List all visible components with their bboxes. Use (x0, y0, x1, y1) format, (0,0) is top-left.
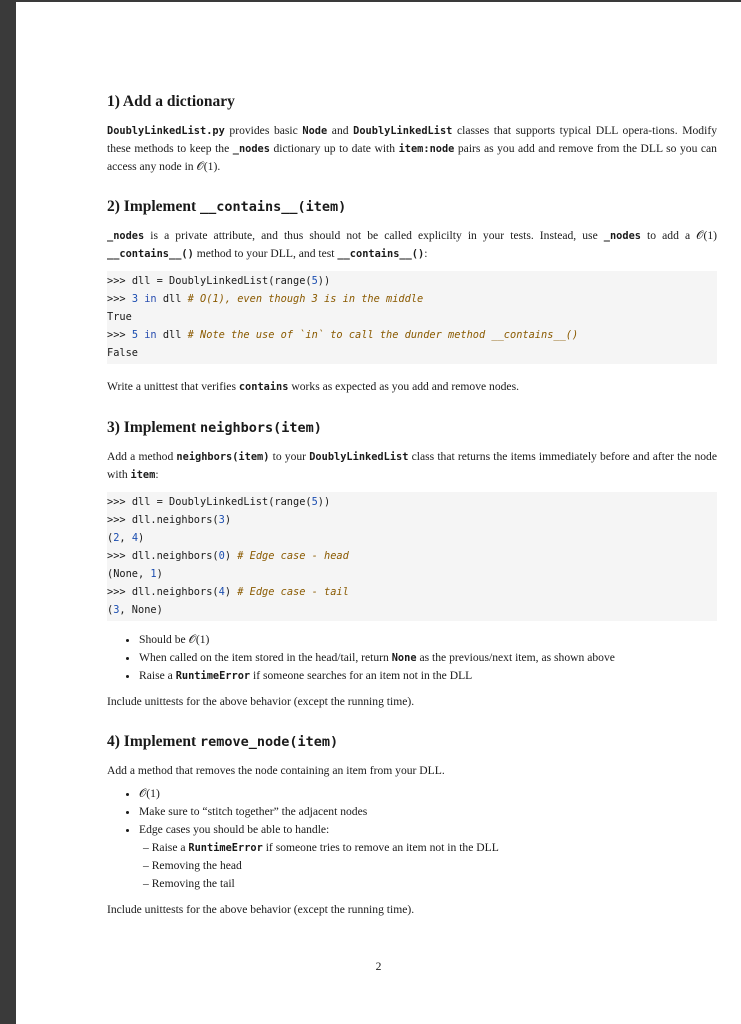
section-paragraph (107, 227, 717, 263)
section-title (107, 732, 717, 752)
text: provides basic (224, 124, 303, 137)
sub-list (139, 839, 717, 893)
inline-code: DoublyLinkedList (353, 125, 453, 137)
sub-list-item: – Removing the tail (155, 875, 717, 893)
page-number: 2 (375, 960, 382, 973)
text: is a private attribute, and thus should not be called explicilty in your tests. Instead, use (144, 229, 604, 242)
text: Add a method (107, 450, 177, 463)
inline-code: _nodes (603, 230, 641, 242)
document-content (107, 92, 717, 940)
code-line: >>> dll = DoublyLinkedList(range(5)) (107, 496, 331, 508)
code-output: (2, 4) (107, 532, 145, 544)
inline-code: __contains__() (107, 248, 194, 260)
inline-code: contains (238, 381, 289, 393)
section-paragraph (107, 448, 717, 484)
inline-code: item:node (398, 143, 455, 155)
sub-list-item: – Removing the head (155, 857, 717, 875)
code-line: >>> dll.neighbors(3) (107, 514, 232, 526)
inline-code: Node (302, 125, 328, 137)
section-paragraph: Include unittests for the above behavior (except the running time). (107, 903, 415, 916)
section-implement-contains (107, 197, 717, 396)
title-text: 4) Implement (107, 733, 200, 750)
text: and (327, 124, 354, 137)
section-title: 1) Add a dictionary (107, 93, 235, 110)
list-item: • Edge cases you should be able to handle: – Raise a RuntimeError if someone tries to remove an item not in the DLL – Removing the head – Removing the tail (139, 821, 717, 893)
title-code: remove_node(item) (200, 734, 339, 750)
text: to add a 𝒪(1) (640, 229, 717, 242)
code-line: >>> dll.neighbors(4) # Edge case - tail (107, 586, 349, 598)
code-line: >>> dll = DoublyLinkedList(range(5)) (107, 275, 331, 287)
section-title (107, 197, 717, 217)
inline-code: item (130, 469, 156, 481)
inline-code: DoublyLinkedList (309, 451, 409, 463)
title-code: __contains__(item) (200, 199, 347, 215)
section-title (107, 418, 717, 438)
list-item: • When called on the item stored in the head/tail, return None as the previous/next item, as shown above (139, 649, 717, 667)
sub-list-item: – Raise a RuntimeError if someone tries to remove an item not in the DLL (155, 839, 717, 857)
text: classes that supports typical DLL opera-tions. Modify these methods to keep the (107, 124, 717, 155)
inline-code: _nodes (107, 230, 145, 242)
code-output: True (107, 311, 132, 323)
text: method to your DLL, and test (193, 247, 338, 260)
title-text: 3) Implement (107, 419, 200, 436)
inline-code: DoublyLinkedList.py (107, 125, 225, 137)
list-item: • Make sure to “stitch together” the adjacent nodes (139, 803, 717, 821)
code-line: >>> 5 in dll # Note the use of `in` to call the dunder method __contains__() (107, 329, 579, 341)
code-block (107, 492, 717, 621)
section-implement-remove-node (107, 732, 717, 918)
section-paragraph: Add a method that removes the node containing an item from your DLL. (107, 764, 445, 777)
bullet-list (107, 785, 717, 893)
title-text: 2) Implement (107, 198, 200, 215)
inline-code: neighbors(item) (176, 451, 270, 463)
code-output: (3, None) (107, 604, 163, 616)
text: pairs as you add and remove from the DLL so you can access any node in 𝒪(1). (107, 142, 717, 173)
text: to your (269, 450, 310, 463)
code-output: False (107, 347, 138, 359)
text: works as expected as you add and remove nodes. (288, 380, 519, 393)
inline-code: _nodes (232, 143, 270, 155)
section-implement-neighbors (107, 418, 717, 710)
section-add-dictionary (107, 92, 717, 175)
document-page (16, 2, 741, 1024)
text: : (155, 468, 159, 481)
inline-code: __contains__() (337, 248, 425, 260)
code-output: (None, 1) (107, 568, 163, 580)
section-paragraph: Include unittests for the above behavior (except the running time). (107, 695, 415, 708)
bullet-list (107, 631, 717, 685)
section-paragraph (107, 122, 717, 175)
list-item: • Should be 𝒪(1) (139, 631, 717, 649)
text: : (424, 247, 428, 260)
text: class that returns the items immediately before and after the node with (107, 450, 718, 481)
section-paragraph (107, 378, 717, 396)
list-item: • Raise a RuntimeError if someone searches for an item not in the DLL (139, 667, 717, 685)
text: dictionary up to date with (269, 142, 399, 155)
title-code: neighbors(item) (200, 420, 322, 436)
list-item: • 𝒪(1) (139, 785, 717, 803)
text: Write a unittest that verifies (107, 380, 239, 393)
code-block (107, 271, 717, 364)
code-line: >>> 3 in dll # O(1), even though 3 is in the middle (107, 293, 424, 305)
code-line: >>> dll.neighbors(0) # Edge case - head (107, 550, 349, 562)
